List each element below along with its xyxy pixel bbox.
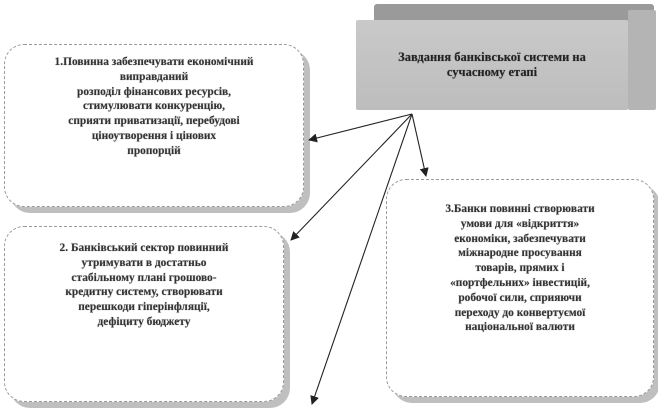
task-box-2-text: 2. Банківський сектор повинний утримувати в достатньо стабільному плані грошово- кредитну систему, створювати перешкоди гіперінфляції, дефіциту бюджету [59, 242, 229, 328]
arrow-to-bottom [312, 114, 412, 404]
arrow-to-box-1 [309, 114, 412, 140]
task-box-1-text: 1.Повинна забезпечувати економічний виправданий розподіл фінансових ресурсів, стимулювати конкуренцію, сприяти приватизації, перебудові ціноутворення і цінових пропорцій [54, 56, 254, 157]
task-box-3-text: 3.Банки повинні створювати умови для «відкриття» економіки, забезпечувати міжнародне просування товарів, прямих і «портфельних» інвестицій, робочої сили, сприяючи переходу до конвертуємої національної валюти [445, 203, 595, 334]
diagram-title: Завдання банківської системи на сучасному етапі [398, 50, 586, 79]
arrow-to-box-3 [412, 114, 426, 176]
arrow-to-box-2 [291, 114, 412, 240]
